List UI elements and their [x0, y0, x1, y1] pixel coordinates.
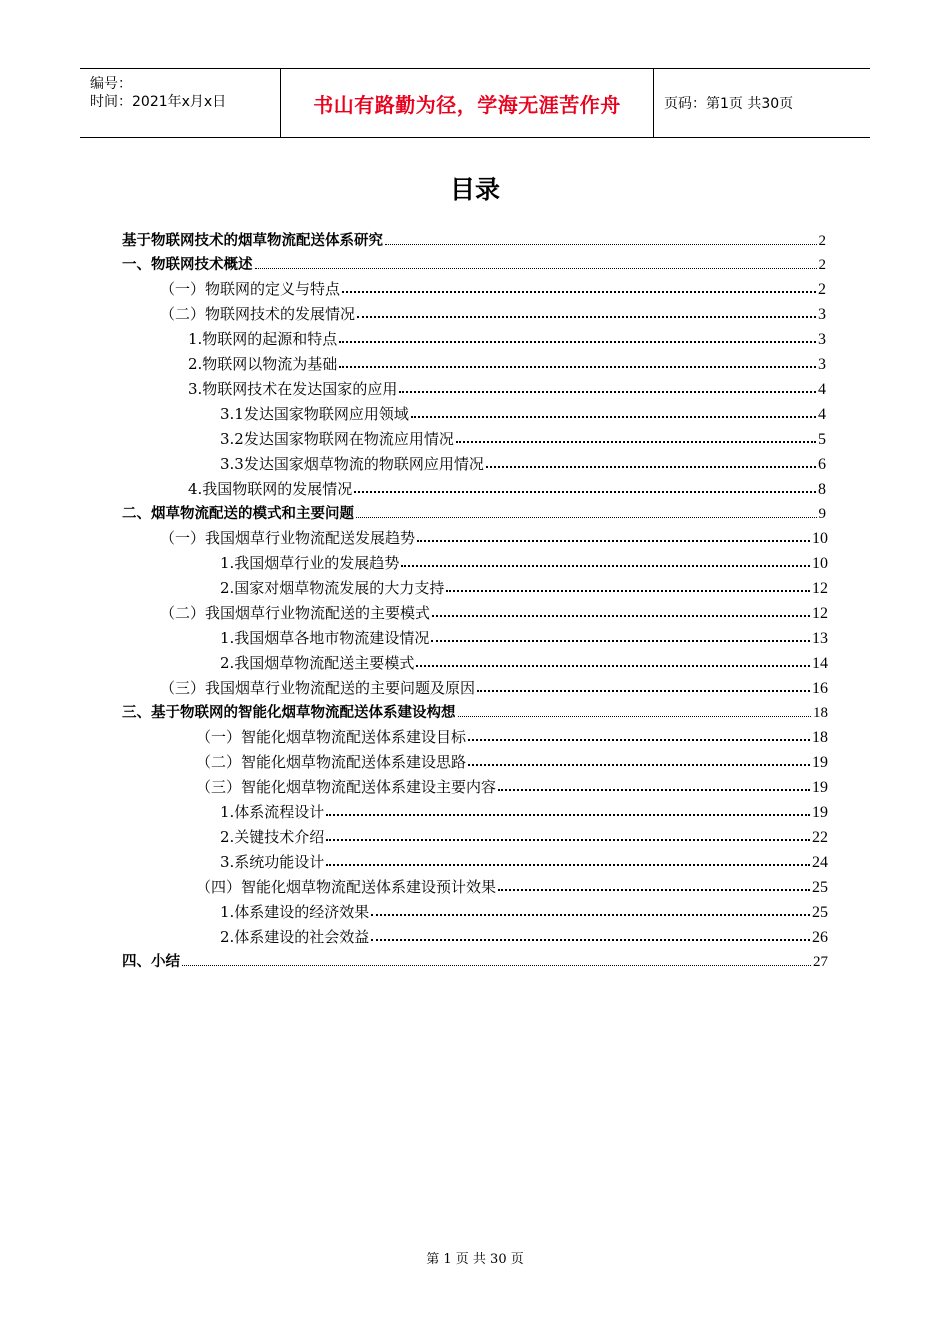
- toc-leader-dots: [468, 763, 810, 766]
- toc-leader-dots: [458, 715, 812, 717]
- toc-leader-dots: [401, 564, 810, 567]
- toc-entry-title: 2.体系建设的社会效益: [220, 928, 370, 946]
- toc-leader-dots: [468, 738, 810, 741]
- toc-entry[interactable]: [122, 250, 826, 274]
- toc-entry[interactable]: [188, 325, 826, 349]
- toc-entry[interactable]: [122, 499, 826, 523]
- toc-entry-title: 2.国家对烟草物流发展的大力支持: [220, 579, 445, 597]
- toc-entry-title: （三）智能化烟草物流配送体系建设主要内容: [196, 778, 497, 796]
- toc-entry-page: 10: [812, 555, 828, 572]
- toc-leader-dots: [354, 490, 816, 493]
- toc-leader-dots: [417, 539, 810, 542]
- toc-entry-page: 14: [812, 655, 828, 672]
- toc-entry[interactable]: [122, 698, 828, 722]
- toc-entry-title: 1.物联网的起源和特点: [188, 330, 338, 348]
- toc-leader-dots: [357, 315, 816, 318]
- toc-leader-dots: [411, 415, 816, 418]
- toc-entry-page: 16: [812, 680, 828, 697]
- toc-entry-page: 8: [818, 481, 826, 498]
- toc-entry-page: 25: [812, 904, 828, 921]
- toc-entry-page: 19: [812, 754, 828, 771]
- toc-entry[interactable]: [188, 350, 826, 374]
- toc-entry-page: 5: [818, 431, 826, 448]
- toc-entry-title: 3.物联网技术在发达国家的应用: [188, 380, 398, 398]
- toc-entry-title: （四）智能化烟草物流配送体系建设预计效果: [196, 878, 497, 896]
- toc-entry-page: 2: [818, 257, 826, 273]
- header-page-cell: [654, 69, 870, 137]
- toc-entry-page: 19: [812, 779, 828, 796]
- toc-leader-dots: [326, 863, 810, 866]
- toc-leader-dots: [431, 639, 810, 642]
- toc-entry-page: 25: [812, 879, 828, 896]
- header-table: [80, 68, 870, 138]
- toc-entry[interactable]: [122, 947, 828, 971]
- toc-entry-title: 3.2发达国家物联网在物流应用情况: [220, 430, 454, 448]
- toc-entry[interactable]: [220, 848, 828, 872]
- toc-leader-dots: [371, 938, 810, 941]
- toc-entry[interactable]: [220, 400, 826, 424]
- toc-leader-dots: [342, 290, 816, 293]
- toc-entry-title: 三、基于物联网的智能化烟草物流配送体系建设构想: [122, 705, 456, 721]
- toc-leader-dots: [486, 465, 816, 468]
- toc-entry-page: 27: [813, 954, 828, 970]
- toc-leader-dots: [477, 689, 810, 692]
- toc-entry[interactable]: [196, 748, 828, 772]
- toc-entry-title: 二、烟草物流配送的模式和主要问题: [122, 506, 354, 522]
- toc-entry[interactable]: [220, 574, 828, 598]
- date-label: 时间：2021年x月x日: [90, 94, 227, 110]
- toc-entry-title: 2.关键技术介绍: [220, 828, 325, 846]
- toc-entry-page: 3: [818, 356, 826, 373]
- toc-entry-page: 4: [818, 406, 826, 423]
- page-info: 页码：第1页 共30页: [664, 96, 794, 112]
- toc-leader-dots: [432, 614, 810, 617]
- toc-entry[interactable]: [196, 723, 828, 747]
- toc-entry[interactable]: [188, 475, 826, 499]
- toc-entry[interactable]: [220, 649, 828, 673]
- serial-label: 编号：: [90, 76, 132, 92]
- toc-entry-title: 2.我国烟草物流配送主要模式: [220, 654, 415, 672]
- toc-leader-dots: [255, 267, 817, 269]
- toc-entry[interactable]: [220, 823, 828, 847]
- toc-entry[interactable]: [220, 898, 828, 922]
- toc-entry-page: 3: [818, 306, 826, 323]
- toc-entry-title: 3.系统功能设计: [220, 853, 325, 871]
- toc-entry-page: 3: [818, 331, 826, 348]
- toc-entry[interactable]: [220, 624, 828, 648]
- toc-entry-page: 12: [812, 605, 828, 622]
- toc-entry[interactable]: [160, 275, 826, 299]
- page-title: 目录: [449, 175, 500, 204]
- toc-entry-title: 1.体系流程设计: [220, 803, 325, 821]
- toc-entry-title: 1.体系建设的经济效果: [220, 903, 370, 921]
- toc-leader-dots: [498, 888, 810, 891]
- toc-entry-title: 2.物联网以物流为基础: [188, 355, 338, 373]
- toc-entry[interactable]: [220, 549, 828, 573]
- toc-entry-page: 2: [818, 281, 826, 298]
- toc-leader-dots: [371, 913, 810, 916]
- toc-entry-title: （一）智能化烟草物流配送体系建设目标: [196, 728, 467, 746]
- toc-entry-page: 12: [812, 580, 828, 597]
- toc-leader-dots: [326, 838, 810, 841]
- toc-entry[interactable]: [196, 773, 828, 797]
- toc-entry[interactable]: [122, 226, 826, 250]
- toc-entry[interactable]: [160, 674, 828, 698]
- toc-entry[interactable]: [220, 798, 828, 822]
- toc-entry-page: 26: [812, 929, 828, 946]
- toc-entry-title: 3.3发达国家烟草物流的物联网应用情况: [220, 455, 484, 473]
- toc-leader-dots: [182, 964, 811, 966]
- toc-entry[interactable]: [220, 450, 826, 474]
- toc-entry-page: 9: [818, 506, 826, 522]
- toc-entry[interactable]: [160, 524, 828, 548]
- toc-leader-dots: [498, 788, 810, 791]
- toc-entry-page: 19: [812, 804, 828, 821]
- toc-entry[interactable]: [220, 923, 828, 947]
- toc-entry-title: （一）我国烟草行业物流配送发展趋势: [160, 529, 416, 547]
- toc-entry-title: 一、物联网技术概述: [122, 257, 253, 273]
- motto-text: 书山有路勤为径，学海无涯苦作舟: [313, 92, 621, 117]
- toc-entry[interactable]: [160, 599, 828, 623]
- header-motto-cell: [281, 69, 654, 137]
- toc-entry[interactable]: [160, 300, 826, 324]
- toc-entry-title: 基于物联网技术的烟草物流配送体系研究: [122, 233, 383, 249]
- toc-entry-page: 4: [818, 381, 826, 398]
- toc-entry-title: 四、小结: [122, 954, 180, 970]
- toc-entry[interactable]: [196, 873, 828, 897]
- toc-entry-title: 1.我国烟草行业的发展趋势: [220, 554, 400, 572]
- toc-entry-title: （二）物联网技术的发展情况: [160, 305, 356, 323]
- toc-leader-dots: [339, 365, 816, 368]
- toc-entry-page: 6: [818, 456, 826, 473]
- toc-entry-page: 10: [812, 530, 828, 547]
- toc-entry-title: 4.我国物联网的发展情况: [188, 480, 353, 498]
- toc-leader-dots: [399, 390, 816, 393]
- toc-leader-dots: [385, 243, 817, 245]
- toc-entry-page: 24: [812, 854, 828, 871]
- header-meta-cell: [80, 69, 281, 137]
- toc-leader-dots: [446, 589, 810, 592]
- page-footer: 第 1 页 共 30 页: [426, 1252, 524, 1267]
- toc-entry-title: （二）我国烟草行业物流配送的主要模式: [160, 604, 431, 622]
- toc-entry-title: 1.我国烟草各地市物流建设情况: [220, 629, 430, 647]
- toc-leader-dots: [356, 516, 817, 518]
- toc-entry-page: 13: [812, 630, 828, 647]
- toc-leader-dots: [326, 813, 810, 816]
- toc-leader-dots: [416, 664, 810, 667]
- toc-leader-dots: [456, 440, 816, 443]
- toc-entry[interactable]: [220, 425, 826, 449]
- toc-entry[interactable]: [188, 375, 826, 399]
- toc-entry-title: 3.1发达国家物联网应用领域: [220, 405, 409, 423]
- toc-entry-title: （一）物联网的定义与特点: [160, 280, 341, 298]
- toc-entry-title: （二）智能化烟草物流配送体系建设思路: [196, 753, 467, 771]
- toc-entry-page: 22: [812, 829, 828, 846]
- toc-leader-dots: [339, 340, 816, 343]
- toc-entry-page: 2: [818, 233, 826, 249]
- toc-entry-page: 18: [812, 729, 828, 746]
- toc-entry-title: （三）我国烟草行业物流配送的主要问题及原因: [160, 679, 476, 697]
- toc-entry-page: 18: [813, 705, 828, 721]
